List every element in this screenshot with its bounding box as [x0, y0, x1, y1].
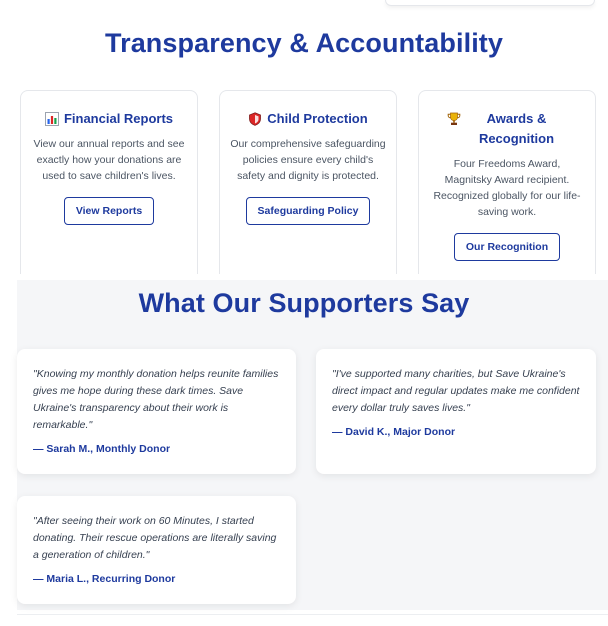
view-reports-button[interactable]: View Reports	[64, 197, 154, 225]
shield-icon	[248, 112, 262, 126]
card-title: Awards & Recognition	[429, 109, 585, 149]
card-financial-reports	[20, 90, 198, 274]
card-awards	[418, 90, 596, 274]
testimonials-title: What Our Supporters Say	[138, 288, 470, 318]
card-text: Our comprehensive safeguarding policies ensure every child's safety and dignity is protected.	[230, 138, 386, 182]
safeguarding-policy-button[interactable]: Safeguarding Policy	[246, 197, 371, 225]
testimonial-author: — David K., Major Donor	[332, 426, 456, 438]
top-card-edge	[385, 0, 595, 6]
card-text: Four Freedoms Award, Magnitsky Award recipient. Recognized globally for our life-saving work.	[433, 158, 581, 218]
transparency-title: Transparency & Accountability	[104, 28, 503, 58]
our-recognition-button[interactable]: Our Recognition	[454, 233, 560, 261]
testimonial-card	[316, 349, 596, 474]
testimonial-quote: "I've supported many charities, but Save Ukraine's direct impact and regular updates make me confident every dollar truly saves lives."	[332, 368, 580, 414]
transparency-cards	[20, 90, 595, 274]
section-divider	[17, 614, 608, 615]
testimonial-card	[17, 349, 296, 474]
bar-chart-icon	[45, 112, 59, 126]
testimonial-author: — Maria L., Recurring Donor	[33, 573, 176, 585]
trophy-icon	[447, 112, 461, 126]
card-title: Child Protection	[230, 109, 386, 129]
testimonial-card	[17, 496, 296, 604]
card-text: View our annual reports and see exactly how your donations are used to save children's lives.	[33, 138, 185, 182]
card-child-protection	[219, 90, 397, 274]
testimonial-author: — Sarah M., Monthly Donor	[33, 443, 171, 455]
card-title: Financial Reports	[31, 109, 187, 129]
testimonial-quote: "Knowing my monthly donation helps reunite families gives me hope during these dark times. Save Ukraine's transparency about their work is remarkable."	[33, 368, 279, 431]
testimonial-quote: "After seeing their work on 60 Minutes, I started donating. Their rescue operations are literally saving a generation of children."	[33, 515, 277, 561]
